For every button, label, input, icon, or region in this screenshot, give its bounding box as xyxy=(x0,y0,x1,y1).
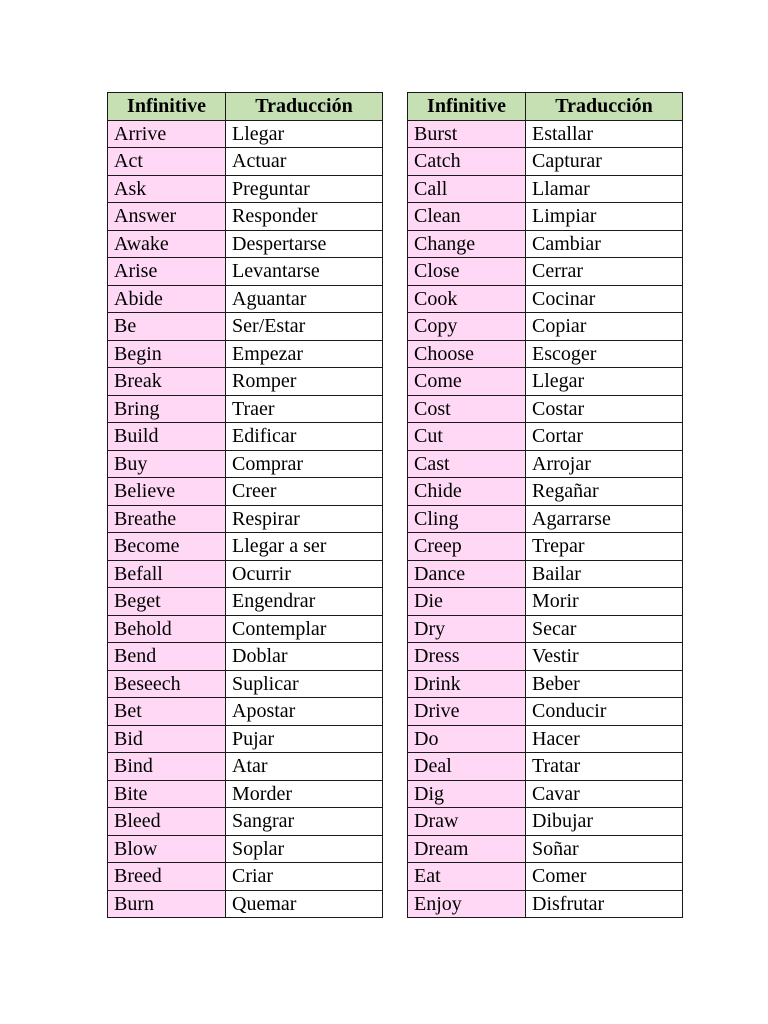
infinitive-cell: Enjoy xyxy=(408,890,526,918)
table-row xyxy=(408,643,683,671)
translation-cell: Traer xyxy=(226,395,383,423)
infinitive-cell: Answer xyxy=(108,203,226,231)
table-row xyxy=(108,863,383,891)
table-row xyxy=(408,450,683,478)
table-row xyxy=(408,890,683,918)
infinitive-cell: Cook xyxy=(408,285,526,313)
translation-cell: Vestir xyxy=(526,643,683,671)
infinitive-cell: Cut xyxy=(408,423,526,451)
translation-cell: Conducir xyxy=(526,698,683,726)
translation-cell: Respirar xyxy=(226,505,383,533)
infinitive-cell: Beget xyxy=(108,588,226,616)
translation-cell: Cerrar xyxy=(526,258,683,286)
infinitive-cell: Act xyxy=(108,148,226,176)
translation-cell: Comer xyxy=(526,863,683,891)
translation-cell: Llegar a ser xyxy=(226,533,383,561)
translation-cell: Engendrar xyxy=(226,588,383,616)
table-row xyxy=(408,753,683,781)
translation-cell: Cocinar xyxy=(526,285,683,313)
translation-cell: Costar xyxy=(526,395,683,423)
infinitive-cell: Copy xyxy=(408,313,526,341)
table-row xyxy=(108,478,383,506)
translation-cell: Romper xyxy=(226,368,383,396)
translation-cell: Levantarse xyxy=(226,258,383,286)
infinitive-cell: Bring xyxy=(108,395,226,423)
infinitive-cell: Breed xyxy=(108,863,226,891)
translation-cell: Cambiar xyxy=(526,230,683,258)
infinitive-cell: Chide xyxy=(408,478,526,506)
infinitive-cell: Call xyxy=(408,175,526,203)
translation-cell: Tratar xyxy=(526,753,683,781)
infinitive-cell: Drive xyxy=(408,698,526,726)
translation-cell: Soplar xyxy=(226,835,383,863)
translation-cell: Estallar xyxy=(526,120,683,148)
translation-cell: Trepar xyxy=(526,533,683,561)
infinitive-cell: Arrive xyxy=(108,120,226,148)
translation-cell: Beber xyxy=(526,670,683,698)
table-row xyxy=(108,203,383,231)
table-header-row xyxy=(108,93,383,121)
translation-cell: Regañar xyxy=(526,478,683,506)
table-row xyxy=(108,175,383,203)
table-row xyxy=(108,890,383,918)
translation-cell: Creer xyxy=(226,478,383,506)
table-row xyxy=(108,835,383,863)
table-row xyxy=(408,670,683,698)
infinitive-cell: Believe xyxy=(108,478,226,506)
translation-cell: Arrojar xyxy=(526,450,683,478)
table-row xyxy=(108,533,383,561)
infinitive-cell: Bleed xyxy=(108,808,226,836)
translation-cell: Cavar xyxy=(526,780,683,808)
table-row xyxy=(108,808,383,836)
table-row xyxy=(108,643,383,671)
table-row xyxy=(408,615,683,643)
table-row xyxy=(408,835,683,863)
infinitive-cell: Cost xyxy=(408,395,526,423)
infinitive-cell: Become xyxy=(108,533,226,561)
table-header-row xyxy=(408,93,683,121)
infinitive-cell: Eat xyxy=(408,863,526,891)
translation-cell: Doblar xyxy=(226,643,383,671)
infinitive-cell: Buy xyxy=(108,450,226,478)
infinitive-cell: Dress xyxy=(408,643,526,671)
header-infinitive: Infinitive xyxy=(408,93,526,121)
infinitive-cell: Awake xyxy=(108,230,226,258)
infinitive-cell: Behold xyxy=(108,615,226,643)
translation-cell: Actuar xyxy=(226,148,383,176)
table-row xyxy=(408,588,683,616)
verb-table-left xyxy=(107,92,383,918)
table-row xyxy=(408,313,683,341)
infinitive-cell: Be xyxy=(108,313,226,341)
infinitive-cell: Abide xyxy=(108,285,226,313)
header-translation: Traducción xyxy=(526,93,683,121)
infinitive-cell: Bid xyxy=(108,725,226,753)
translation-cell: Pujar xyxy=(226,725,383,753)
table-row xyxy=(108,395,383,423)
table-row xyxy=(108,230,383,258)
translation-cell: Apostar xyxy=(226,698,383,726)
infinitive-cell: Burn xyxy=(108,890,226,918)
translation-cell: Morir xyxy=(526,588,683,616)
translation-cell: Llegar xyxy=(226,120,383,148)
table-row xyxy=(108,505,383,533)
header-translation: Traducción xyxy=(226,93,383,121)
translation-cell: Contemplar xyxy=(226,615,383,643)
translation-cell: Empezar xyxy=(226,340,383,368)
infinitive-cell: Dance xyxy=(408,560,526,588)
table-row xyxy=(408,230,683,258)
translation-cell: Despertarse xyxy=(226,230,383,258)
table-row xyxy=(108,698,383,726)
table-row xyxy=(408,780,683,808)
table-row xyxy=(408,505,683,533)
infinitive-cell: Come xyxy=(408,368,526,396)
table-row xyxy=(408,808,683,836)
infinitive-cell: Die xyxy=(408,588,526,616)
translation-cell: Morder xyxy=(226,780,383,808)
infinitive-cell: Dry xyxy=(408,615,526,643)
table-row xyxy=(108,423,383,451)
translation-cell: Hacer xyxy=(526,725,683,753)
table-row xyxy=(108,340,383,368)
table-row xyxy=(408,340,683,368)
translation-cell: Escoger xyxy=(526,340,683,368)
infinitive-cell: Creep xyxy=(408,533,526,561)
infinitive-cell: Clean xyxy=(408,203,526,231)
infinitive-cell: Bind xyxy=(108,753,226,781)
infinitive-cell: Ask xyxy=(108,175,226,203)
translation-cell: Edificar xyxy=(226,423,383,451)
infinitive-cell: Do xyxy=(408,725,526,753)
infinitive-cell: Break xyxy=(108,368,226,396)
translation-cell: Llegar xyxy=(526,368,683,396)
table-row xyxy=(408,285,683,313)
translation-cell: Responder xyxy=(226,203,383,231)
infinitive-cell: Cling xyxy=(408,505,526,533)
table-row xyxy=(408,120,683,148)
translation-cell: Ocurrir xyxy=(226,560,383,588)
translation-cell: Quemar xyxy=(226,890,383,918)
table-row xyxy=(408,533,683,561)
translation-cell: Sangrar xyxy=(226,808,383,836)
infinitive-cell: Dream xyxy=(408,835,526,863)
infinitive-cell: Choose xyxy=(408,340,526,368)
table-row xyxy=(408,863,683,891)
translation-cell: Secar xyxy=(526,615,683,643)
table-row xyxy=(108,450,383,478)
translation-cell: Ser/Estar xyxy=(226,313,383,341)
table-row xyxy=(408,203,683,231)
table-row xyxy=(408,395,683,423)
infinitive-cell: Beseech xyxy=(108,670,226,698)
infinitive-cell: Breathe xyxy=(108,505,226,533)
table-row xyxy=(408,478,683,506)
infinitive-cell: Blow xyxy=(108,835,226,863)
table-row xyxy=(408,148,683,176)
infinitive-cell: Drink xyxy=(408,670,526,698)
infinitive-cell: Arise xyxy=(108,258,226,286)
table-row xyxy=(108,615,383,643)
infinitive-cell: Dig xyxy=(408,780,526,808)
infinitive-cell: Deal xyxy=(408,753,526,781)
translation-cell: Atar xyxy=(226,753,383,781)
translation-cell: Copiar xyxy=(526,313,683,341)
translation-cell: Agarrarse xyxy=(526,505,683,533)
table-row xyxy=(108,753,383,781)
translation-cell: Comprar xyxy=(226,450,383,478)
infinitive-cell: Catch xyxy=(408,148,526,176)
infinitive-cell: Cast xyxy=(408,450,526,478)
infinitive-cell: Build xyxy=(108,423,226,451)
table-row xyxy=(408,560,683,588)
table-row xyxy=(408,175,683,203)
table-row xyxy=(108,120,383,148)
infinitive-cell: Befall xyxy=(108,560,226,588)
table-row xyxy=(408,423,683,451)
table-row xyxy=(408,698,683,726)
table-row xyxy=(108,780,383,808)
table-row xyxy=(408,258,683,286)
table-row xyxy=(408,368,683,396)
infinitive-cell: Begin xyxy=(108,340,226,368)
translation-cell: Disfrutar xyxy=(526,890,683,918)
translation-cell: Criar xyxy=(226,863,383,891)
verb-table-right xyxy=(407,92,683,918)
infinitive-cell: Bet xyxy=(108,698,226,726)
translation-cell: Suplicar xyxy=(226,670,383,698)
infinitive-cell: Change xyxy=(408,230,526,258)
table-row xyxy=(108,368,383,396)
translation-cell: Bailar xyxy=(526,560,683,588)
table-row xyxy=(108,588,383,616)
translation-cell: Preguntar xyxy=(226,175,383,203)
infinitive-cell: Bite xyxy=(108,780,226,808)
translation-cell: Dibujar xyxy=(526,808,683,836)
infinitive-cell: Close xyxy=(408,258,526,286)
infinitive-cell: Bend xyxy=(108,643,226,671)
translation-cell: Llamar xyxy=(526,175,683,203)
translation-cell: Aguantar xyxy=(226,285,383,313)
header-infinitive: Infinitive xyxy=(108,93,226,121)
table-row xyxy=(108,725,383,753)
infinitive-cell: Burst xyxy=(408,120,526,148)
table-row xyxy=(108,258,383,286)
table-row xyxy=(108,313,383,341)
translation-cell: Capturar xyxy=(526,148,683,176)
table-row xyxy=(108,560,383,588)
translation-cell: Cortar xyxy=(526,423,683,451)
table-row xyxy=(408,725,683,753)
translation-cell: Limpiar xyxy=(526,203,683,231)
table-row xyxy=(108,285,383,313)
translation-cell: Soñar xyxy=(526,835,683,863)
infinitive-cell: Draw xyxy=(408,808,526,836)
table-row xyxy=(108,148,383,176)
table-row xyxy=(108,670,383,698)
